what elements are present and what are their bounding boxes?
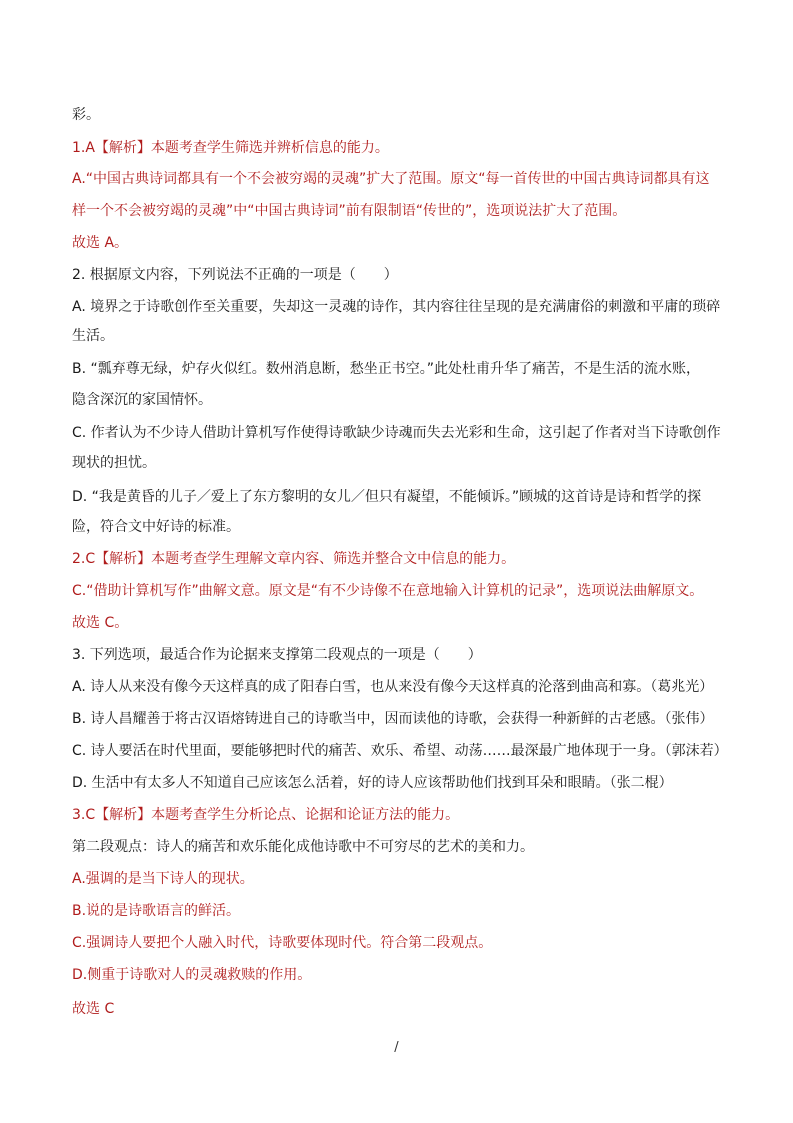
question-2-option-b-line-2: 隐含深沉的家国情怀。 [72, 392, 212, 408]
answer-3-option-c-note: C.强调诗人要把个人融入时代，诗歌要体现时代。符合第二段观点。 [72, 935, 493, 951]
question-2-option-a-line-1: A. 境界之于诗歌创作至关重要，失却这一灵魂的诗作，其内容往往呈现的是充满庸俗的刺激和平庸的琐碎 [72, 299, 721, 315]
answer-3-option-d-note: D.侧重于诗歌对人的灵魂救赎的作用。 [72, 967, 312, 983]
answer-1-explanation-line-1: A.“中国古典诗词都具有一个不会被穷竭的灵魂”扩大了范围。原文“每一首传世的中国古典诗词都具有这 [72, 171, 710, 187]
question-2-option-c-line-1: C. 作者认为不少诗人借助计算机写作使得诗歌缺少诗魂而失去光彩和生命，这引起了作者对当下诗歌创作 [72, 425, 721, 441]
question-2-stem: 2. 根据原文内容，下列说法不正确的一项是（ ） [72, 267, 398, 283]
question-3-stem: 3. 下列选项，最适合作为论据来支撑第二段观点的一项是（ ） [72, 647, 482, 663]
question-2-option-d-line-1: D. “我是黄昏的儿子／爱上了东方黎明的女儿／但只有凝望，不能倾诉。”顾城的这首诗是诗和哲学的探 [72, 489, 702, 505]
answer-3-option-b-note: B.说的是诗歌语言的鲜活。 [72, 903, 241, 919]
question-2-option-b-line-1: B. “瓢弃尊无绿，炉存火似红。数州消息断，愁坐正书空。”此处杜甫升华了痛苦，不是生活的流水账， [72, 361, 701, 377]
answer-3-option-a-note: A.强调的是当下诗人的现状。 [72, 871, 254, 887]
question-3-option-b: B. 诗人昌耀善于将古汉语熔铸进自己的诗歌当中，因而读他的诗歌，会获得一种新鲜的古老感。（张伟） [72, 711, 714, 727]
answer-2-conclusion: 故选 C。 [72, 615, 129, 631]
question-3-option-c: C. 诗人要活在时代里面，要能够把时代的痛苦、欢乐、希望、动荡……最深最广地体现于一身。（郭沫若） [72, 743, 728, 759]
answer-3-heading: 3.C【解析】本题考查学生分析论点、论据和论证方法的能力。 [72, 807, 460, 823]
answer-2-heading: 2.C【解析】本题考查学生理解文章内容、筛选并整合文中信息的能力。 [72, 551, 516, 567]
answer-3-conclusion: 故选 C [72, 1001, 115, 1017]
answer-1-heading: 1.A【解析】本题考查学生筛选并辨析信息的能力。 [72, 140, 389, 156]
answer-3-viewpoint: 第二段观点：诗人的痛苦和欢乐能化成他诗歌中不可穷尽的艺术的美和力。 [72, 839, 534, 855]
question-2-option-d-line-2: 险，符合文中好诗的标准。 [72, 519, 240, 535]
answer-1-conclusion: 故选 A。 [72, 235, 129, 251]
text-line-continuation: 彩。 [72, 107, 100, 123]
question-2-option-a-line-2: 生活。 [72, 328, 114, 344]
question-3-option-d: D. 生活中有太多人不知道自己应该怎么活着，好的诗人应该帮助他们找到耳朵和眼睛。（张二棍） [72, 775, 673, 791]
answer-2-explanation: C.“借助计算机写作”曲解文意。原文是“有不少诗像不在意地输入计算机的记录”，选项说法曲解原文。 [72, 583, 704, 599]
page-number: / [394, 1040, 399, 1055]
question-3-option-a: A. 诗人从来没有像今天这样真的成了阳春白雪，也从来没有像今天这样真的沦落到曲高和寡。（葛兆光） [72, 679, 714, 695]
answer-1-explanation-line-2: 样一个不会被穷竭的灵魂”中“中国古典诗词”前有限制语“传世的”，选项说法扩大了范围。 [72, 203, 627, 219]
question-2-option-c-line-2: 现状的担忧。 [72, 455, 156, 471]
